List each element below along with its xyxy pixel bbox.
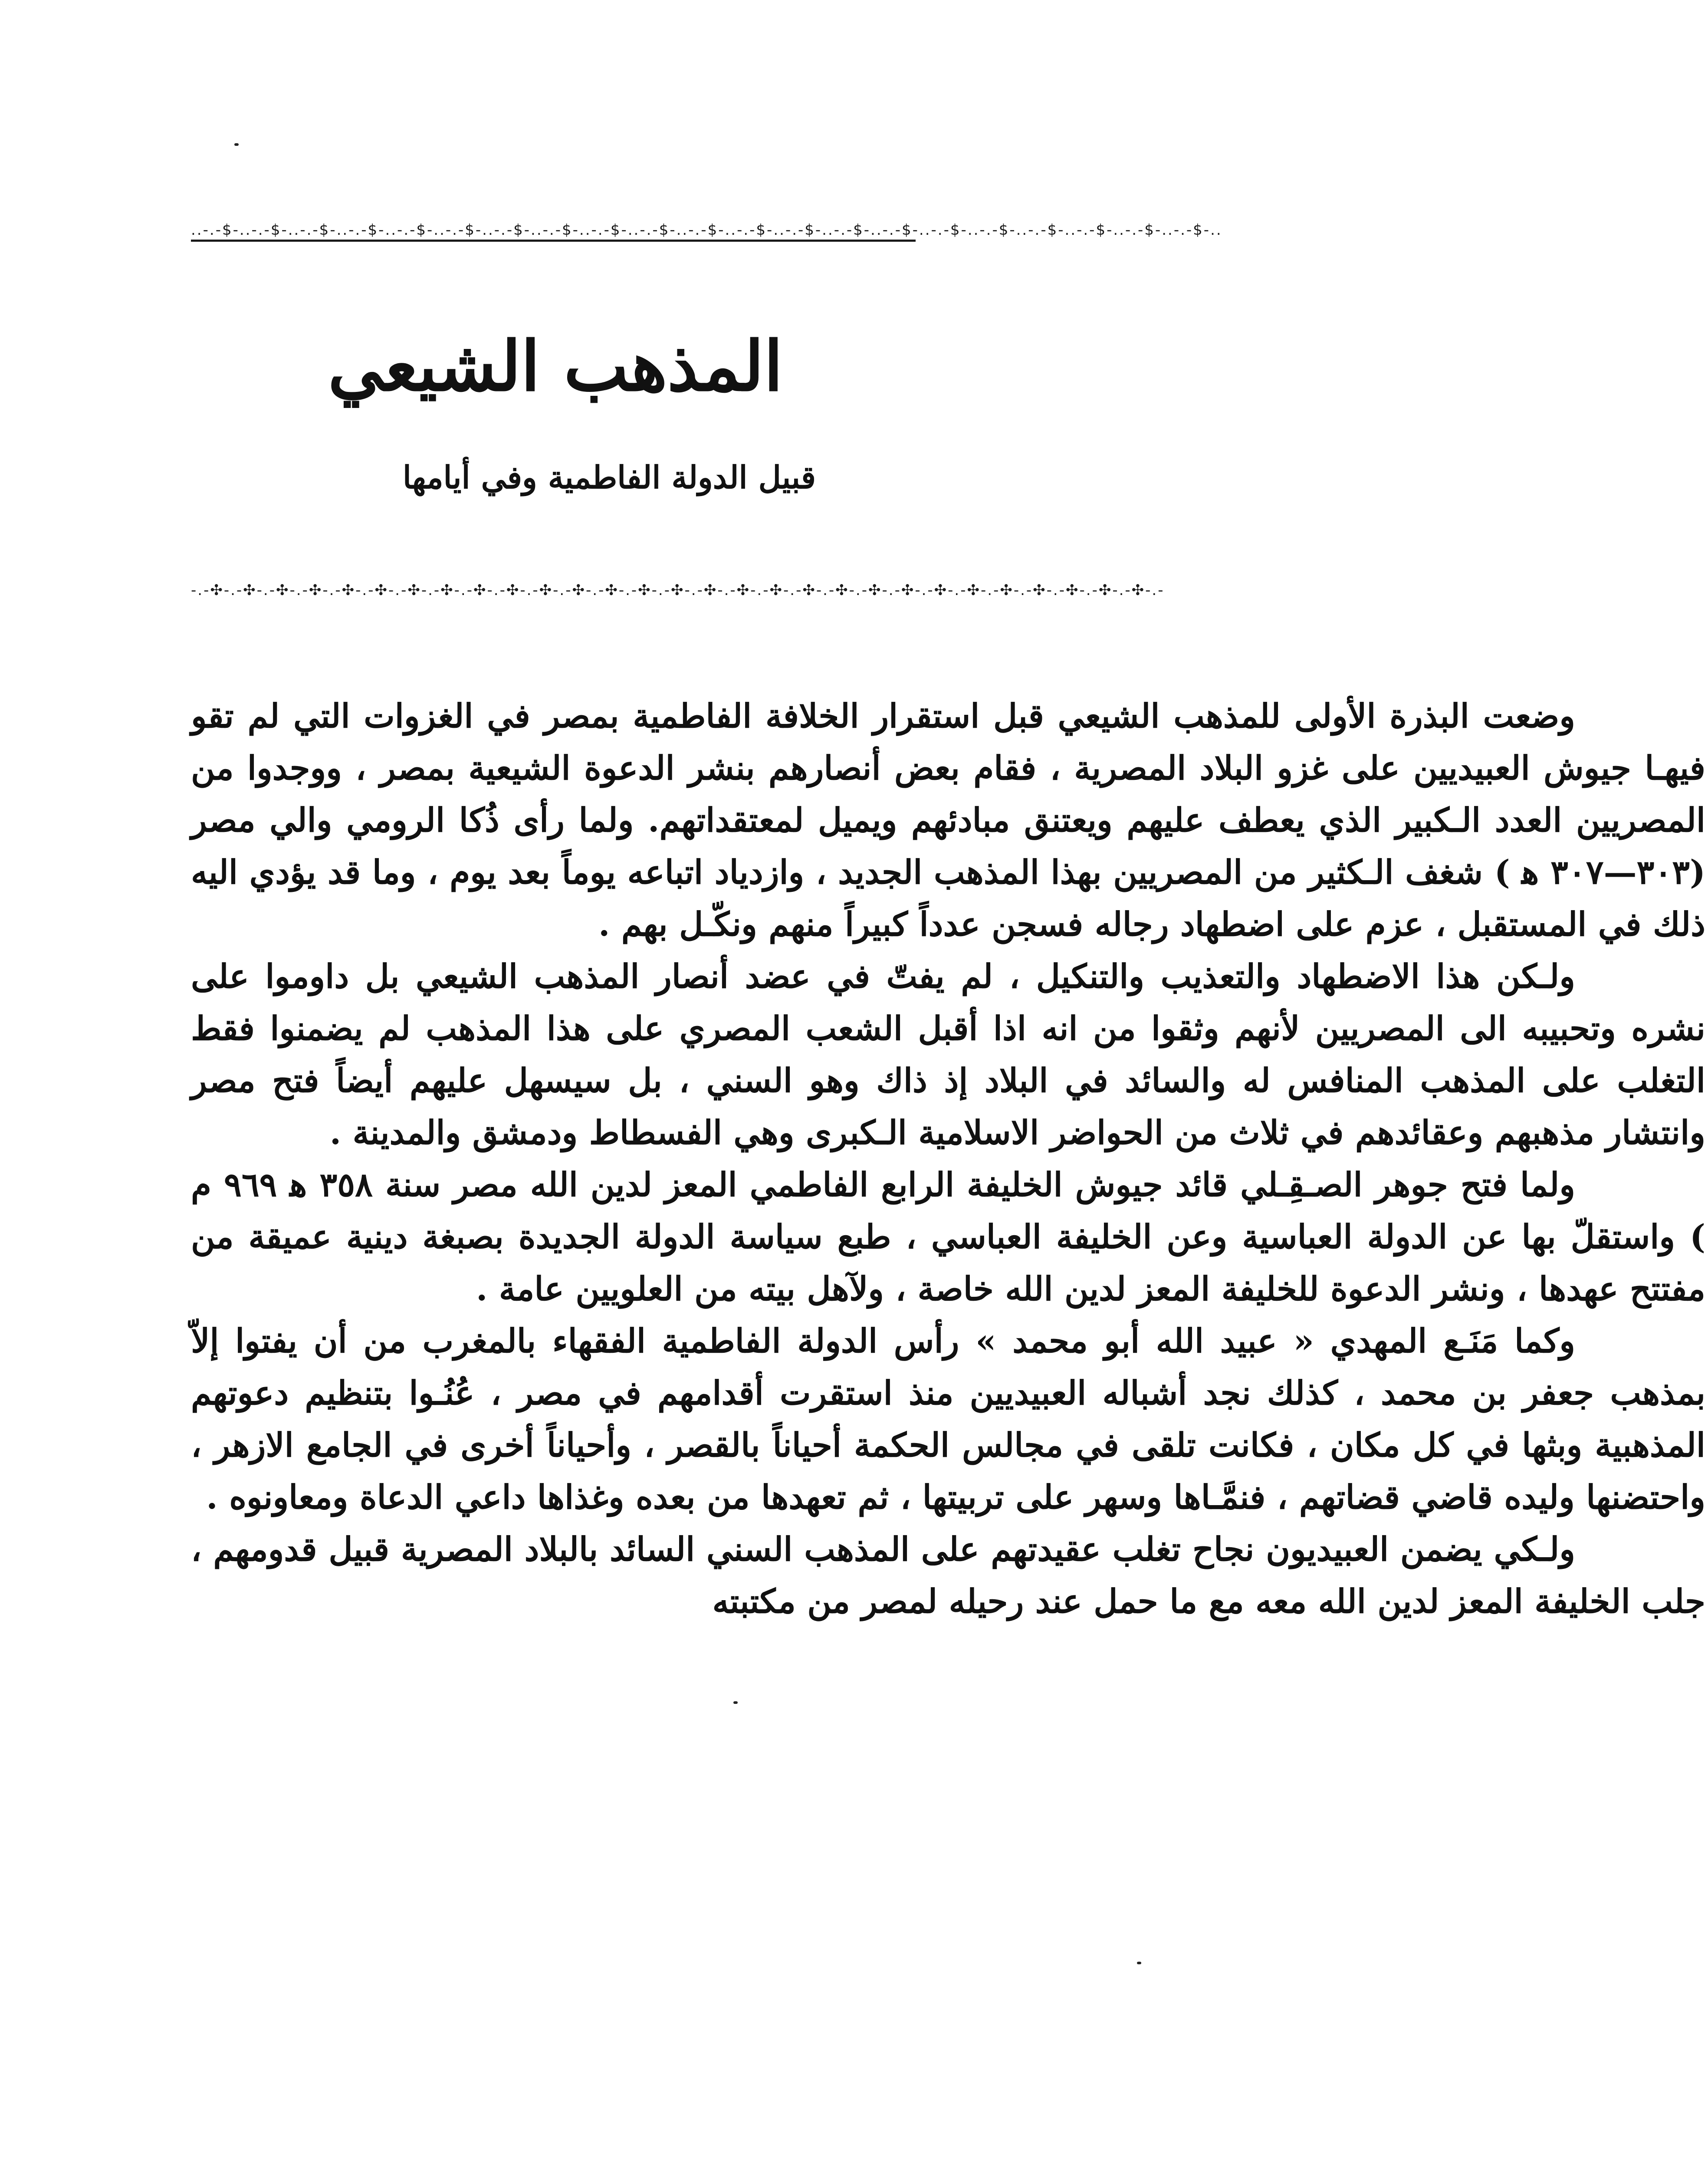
chapter-title: المذهب الشيعي bbox=[328, 326, 783, 407]
body-text bbox=[191, 690, 1705, 1628]
ink-speck bbox=[1137, 1962, 1141, 1964]
top-ornament-rule: ..-.-$-..-.-$-..-.-$-..-.-$-..-.-$-..-.-$-..-.-$-..-.-$-..-.-$-..-.-$-..-.-$-..-.-$-..-.-$-..-.-$-..-.-$-..-.-$-..-.-$-..-.-$-..-.-$-..-.-$-..-.-$-.. bbox=[191, 221, 916, 242]
paragraph-3: ولما فتح جوهر الصـقِـلي قائد جيوش الخليفة الرابع الفاطمي المعز لدين الله مصر سنة ٣٥٨ ﻫ ٩٦٩ م ) واستقلّ بها عن الدولة العباسية وعن الخليفة العباسي ، طبع سياسة الدولة الجديدة بصبغة دينية عميقة من مفتتح عهدها ، ونشر الدعوة للخليفة المعز لدين الله خاصة ، ولآهل بيته من العلويين عامة . bbox=[191, 1165, 1705, 1308]
paragraph-4: وكما مَنَـع المهدي « عبيد الله أبو محمد » رأس الدولة الفاطمية الفقهاء بالمغرب من أن يفتوا إلاّ بمذهب جعفر بن محمد ، كذلك نجد أشباله العبيديين منذ استقرت أقدامهم في مصر ، عُنُـوا بتنظيم دعوتهم المذهبية وبثها في كل مكان ، فكانت تلقى في مجالس الحكمة أحياناً بالقصر ، وأحياناً أخرى في الجامع الازهر ، واحتضنها وليده قاضي قضاتهم ، فنمَّـاها وسهر على تربيتها ، ثم تعهدها من بعده وغذاها داعي الدعاة ومعاونوه . bbox=[191, 1322, 1705, 1516]
ink-speck bbox=[733, 1701, 738, 1704]
paragraph-2: ولـكن هذا الاضطهاد والتعذيب والتنكيل ، لم يفتّ في عضد أنصار المذهب الشيعي بل داوموا على نشره وتحبيبه الى المصريين لأنهم وثقوا من انه اذا أقبل الشعب المصري على هذا المذهب لم يضمنوا فقط التغلب على المذهب المنافس له والسائد في البلاد إذ ذاك وهو السني ، بل سيسهل عليهم أيضاً فتح مصر وانتشار مذهبهم وعقائدهم في ثلاث من الحواضر الاسلامية الـكبرى وهي الفسطاط ودمشق والمدينة . bbox=[191, 957, 1705, 1152]
paragraph-5: ولـكي يضمن العبيديون نجاح تغلب عقيدتهم على المذهب السني السائد بالبلاد المصرية قبيل قدومهم ، جلب الخليفة المعز لدين الله معه مع ما حمل عند رحيله لمصر من مكتبته bbox=[191, 1530, 1705, 1621]
ink-speck bbox=[234, 143, 239, 146]
paragraph-1: وضعت البذرة الأولى للمذهب الشيعي قبل استقرار الخلافة الفاطمية بمصر في الغزوات التي لم تقو فيهـا جيوش العبيديين على غزو البلاد المصرية ، فقام بعض أنصارهم بنشر الدعوة الشيعية بمصر ، ووجدوا من المصريين العدد الـكبير الذي يعطف عليهم ويعتنق مبادئهم ويميل لمعتقداتهم. ولما رأى ذُكا الرومي والي مصر (٣٠٣—٣٠٧ ﻫ ) شغف الـكثير من المصريين بهذا المذهب الجديد ، وازدياد اتباعه يوماً بعد يوم ، وما قد يؤدي اليه ذلك في المستقبل ، عزم على اضطهاد رجاله فسجن عدداً كبيراً منهم ونكّـل بهم . bbox=[191, 697, 1705, 944]
chapter-subtitle: قبيل الدولة الفاطمية وفي أيامها bbox=[402, 459, 816, 496]
bottom-ornament-rule: -.-✣-.-✣-.-✣-.-✣-.-✣-.-✣-.-✣-.-✣-.-✣-.-✣-.-✣-.-✣-.-✣-.-✣-.-✣-.-✣-.-✣-.-✣-.-✣-.-✣-.-✣-.-✣-.-✣-.-✣-.-✣-.-✣-.-✣-.-✣-.-✣-.- bbox=[191, 582, 1165, 599]
